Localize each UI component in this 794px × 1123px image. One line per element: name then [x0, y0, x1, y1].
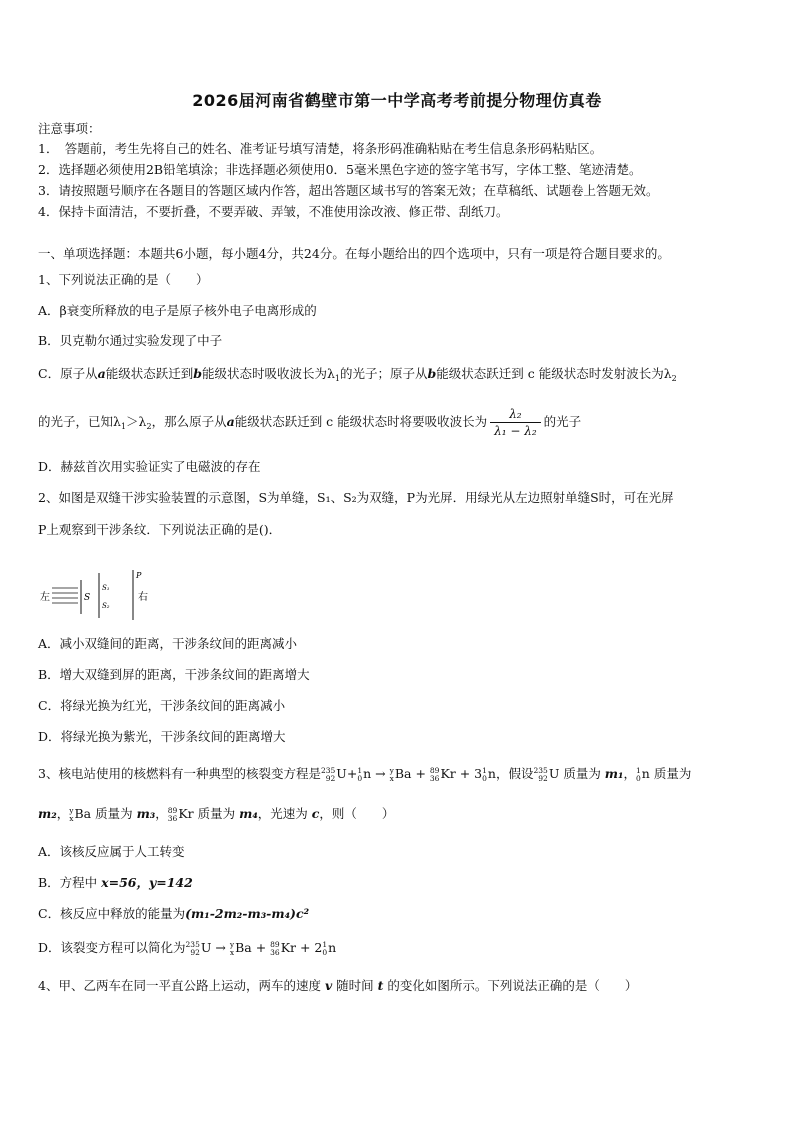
q4-text: 随时间	[332, 978, 378, 993]
q1-option-b: B．贝克勒尔通过实验发现了中子	[38, 333, 223, 348]
q3-text: ，	[56, 806, 70, 821]
q3-stem-line2	[38, 804, 394, 824]
q3-eq: Kr + 3	[440, 766, 483, 781]
fraction-denominator: λ₁ − λ₂	[494, 424, 537, 438]
light-rays	[52, 588, 78, 603]
q3-text: ，	[623, 766, 637, 781]
q3-text: ，假设	[495, 766, 534, 781]
q3-b-text: B．方程中	[38, 875, 102, 890]
isotope-index: 235 92	[185, 939, 200, 957]
q1-fraction	[490, 406, 541, 439]
q1-c-var: a	[97, 366, 106, 381]
fig-label-s: S	[84, 593, 91, 603]
q3-text: n 质量为	[641, 766, 692, 781]
isotope-index: 235 92	[533, 765, 548, 783]
q3-c-text: C．核反应中释放的能量为	[38, 906, 186, 921]
isotope-index: y x	[229, 939, 235, 957]
fig-label-right: 右	[138, 592, 148, 603]
q2-option-a: A．减小双缝间的距离，干涉条纹间的距离减小	[38, 636, 298, 651]
isotope-index: 1 0	[357, 765, 363, 783]
q3-option-c	[38, 906, 309, 922]
q3-d-eq: Ba +	[235, 940, 271, 955]
q4-stem	[38, 978, 637, 994]
q3-var: m₄	[239, 806, 258, 821]
q1-c-text: 的光子；原子从	[339, 366, 428, 381]
q1-c-sub: 1	[120, 422, 127, 431]
q3-text: Kr 质量为	[178, 806, 240, 821]
q3-d-eq: U →	[200, 940, 230, 955]
isotope-index: y x	[69, 805, 74, 823]
q4-var: v	[324, 978, 333, 993]
q1-c-text: 能级状态跃迁到 c 能级状态时将要吸收波长为	[234, 414, 488, 429]
isotope-index: 89 36	[270, 939, 280, 957]
isotope-index: 1 0	[636, 765, 641, 783]
isotope-index: 1 0	[322, 939, 328, 957]
q1-c-text: ，那么原子从	[151, 414, 227, 429]
q1-c-text: 能级状态跃迁到	[105, 366, 194, 381]
q1-c-sub: 2	[671, 374, 677, 383]
q2-stem-line2: P上观察到干涉条纹．下列说法正确的是()．	[38, 522, 282, 537]
q3-var: m₁	[604, 766, 624, 781]
q1-c-var: b	[427, 366, 437, 381]
q4-var: t	[377, 978, 384, 993]
q4-text: 4、甲、乙两车在同一平直公路上运动，两车的速度	[38, 978, 325, 993]
q1-c-var: a	[226, 414, 235, 429]
q3-option-d	[38, 938, 336, 958]
q3-text: ，	[155, 806, 168, 821]
q1-c-sub: 1	[334, 374, 340, 383]
q3-var: c	[311, 806, 320, 821]
q3-c-formula: (m₁-2m₂-m₃-m₄)c²	[185, 906, 310, 921]
q3-text: 3、核电站使用的核燃料有一种典型的核裂变方程是	[38, 766, 321, 781]
isotope-index: 89 36	[167, 805, 178, 823]
q1-option-c-line1	[38, 366, 677, 387]
isotope-index: y x	[389, 765, 394, 783]
isotope-index: 1 0	[482, 765, 487, 783]
section-heading: 一、单项选择题：本题共6小题，每小题4分，共24分。在每小题给出的四个选项中，只有一项是符合题目要求的。	[38, 246, 670, 261]
q1-stem: 1、下列说法正确的是（ ）	[38, 272, 209, 287]
fig-label-s2: S₂	[102, 602, 110, 610]
q1-c-text: 能级状态跃迁到 c 能级状态时发射波长为λ	[436, 366, 672, 381]
q2-option-b: B．增大双缝到屏的距离，干涉条纹间的距离增大	[38, 667, 310, 682]
fig-label-p: P	[136, 571, 142, 580]
q1-c-text: 的光子，已知λ	[38, 414, 121, 429]
q3-stem-line1	[38, 764, 691, 784]
q3-text: U 质量为	[548, 766, 605, 781]
q3-b-vars: x=56，y=142	[101, 875, 193, 890]
q1-c-var: b	[193, 366, 202, 381]
notice-item-4: 4．保持卡面清洁，不要折叠，不要弄破、弄皱，不准使用涂改液、修正带、刮纸刀。	[38, 204, 509, 219]
q1-c-text: C．原子从	[38, 366, 98, 381]
q3-d-eq: n	[328, 940, 337, 955]
q3-d-text: D．该裂变方程可以简化为	[38, 940, 186, 955]
fraction-numerator: λ₂	[490, 406, 541, 423]
q2-stem-line1: 2、如图是双缝干涉实验装置的示意图，S为单缝，S₁、S₂为双缝，P为光屏．用绿光从左边照射单缝S时，可在光屏	[38, 490, 674, 505]
q1-c-text: 的光子	[543, 414, 582, 429]
q1-c-sub: 2	[146, 422, 152, 431]
fig-label-s1: S₁	[102, 584, 110, 592]
q3-eq: U+	[336, 766, 358, 781]
q3-d-eq: Kr + 2	[280, 940, 323, 955]
q3-var: m₃	[136, 806, 156, 821]
notice-item-2: 2．选择题必须使用2B铅笔填涂；非选择题必须使用0．5毫米黑色字迹的签字笔书写，字体工整、笔迹清楚。	[38, 162, 642, 177]
q3-var: m₂	[38, 806, 57, 821]
notice-item-1: 1． 答题前，考生先将自己的姓名、准考证号填写清楚，将条形码准确粘贴在考生信息条形码粘贴区。	[38, 141, 603, 156]
q1-c-text: 能级状态时吸收波长为λ	[201, 366, 335, 381]
fig-label-left: 左	[40, 592, 50, 603]
q4-text: 的变化如图所示。下列说法正确的是（ ）	[383, 978, 638, 993]
q3-text: Ba 质量为	[74, 806, 137, 821]
notice-item-3: 3．请按照题号顺序在各题目的答题区域内作答，超出答题区域书写的答案无效；在草稿纸、试题卷上答题无效。	[38, 183, 659, 198]
q3-eq: n →	[363, 766, 390, 781]
q3-eq: Ba +	[394, 766, 430, 781]
isotope-index: 235 92	[320, 765, 336, 783]
double-slit-diagram	[38, 570, 158, 620]
q3-text: ，光速为	[257, 806, 312, 821]
q3-text: ，则（ ）	[319, 806, 395, 821]
q1-c-text: ＞λ	[126, 414, 147, 429]
q3-eq: n	[487, 766, 496, 781]
q2-option-d: D．将绿光换为紫光，干涉条纹间的距离增大	[38, 729, 286, 744]
q3-option-a: A．该核反应属于人工转变	[38, 844, 185, 859]
q1-option-c-line2	[38, 404, 581, 445]
q1-option-d: D．赫兹首次用实验证实了电磁波的存在	[38, 459, 261, 474]
q2-option-c: C．将绿光换为红光，干涉条纹间的距离减小	[38, 698, 286, 713]
q1-option-a: A．β衰变所释放的电子是原子核外电子电离形成的	[38, 303, 317, 318]
page-title: 2026届河南省鹤壁市第一中学高考考前提分物理仿真卷	[192, 91, 602, 110]
notice-heading: 注意事项：	[38, 121, 101, 136]
isotope-index: 89 36	[429, 765, 440, 783]
q3-option-b	[38, 875, 193, 891]
